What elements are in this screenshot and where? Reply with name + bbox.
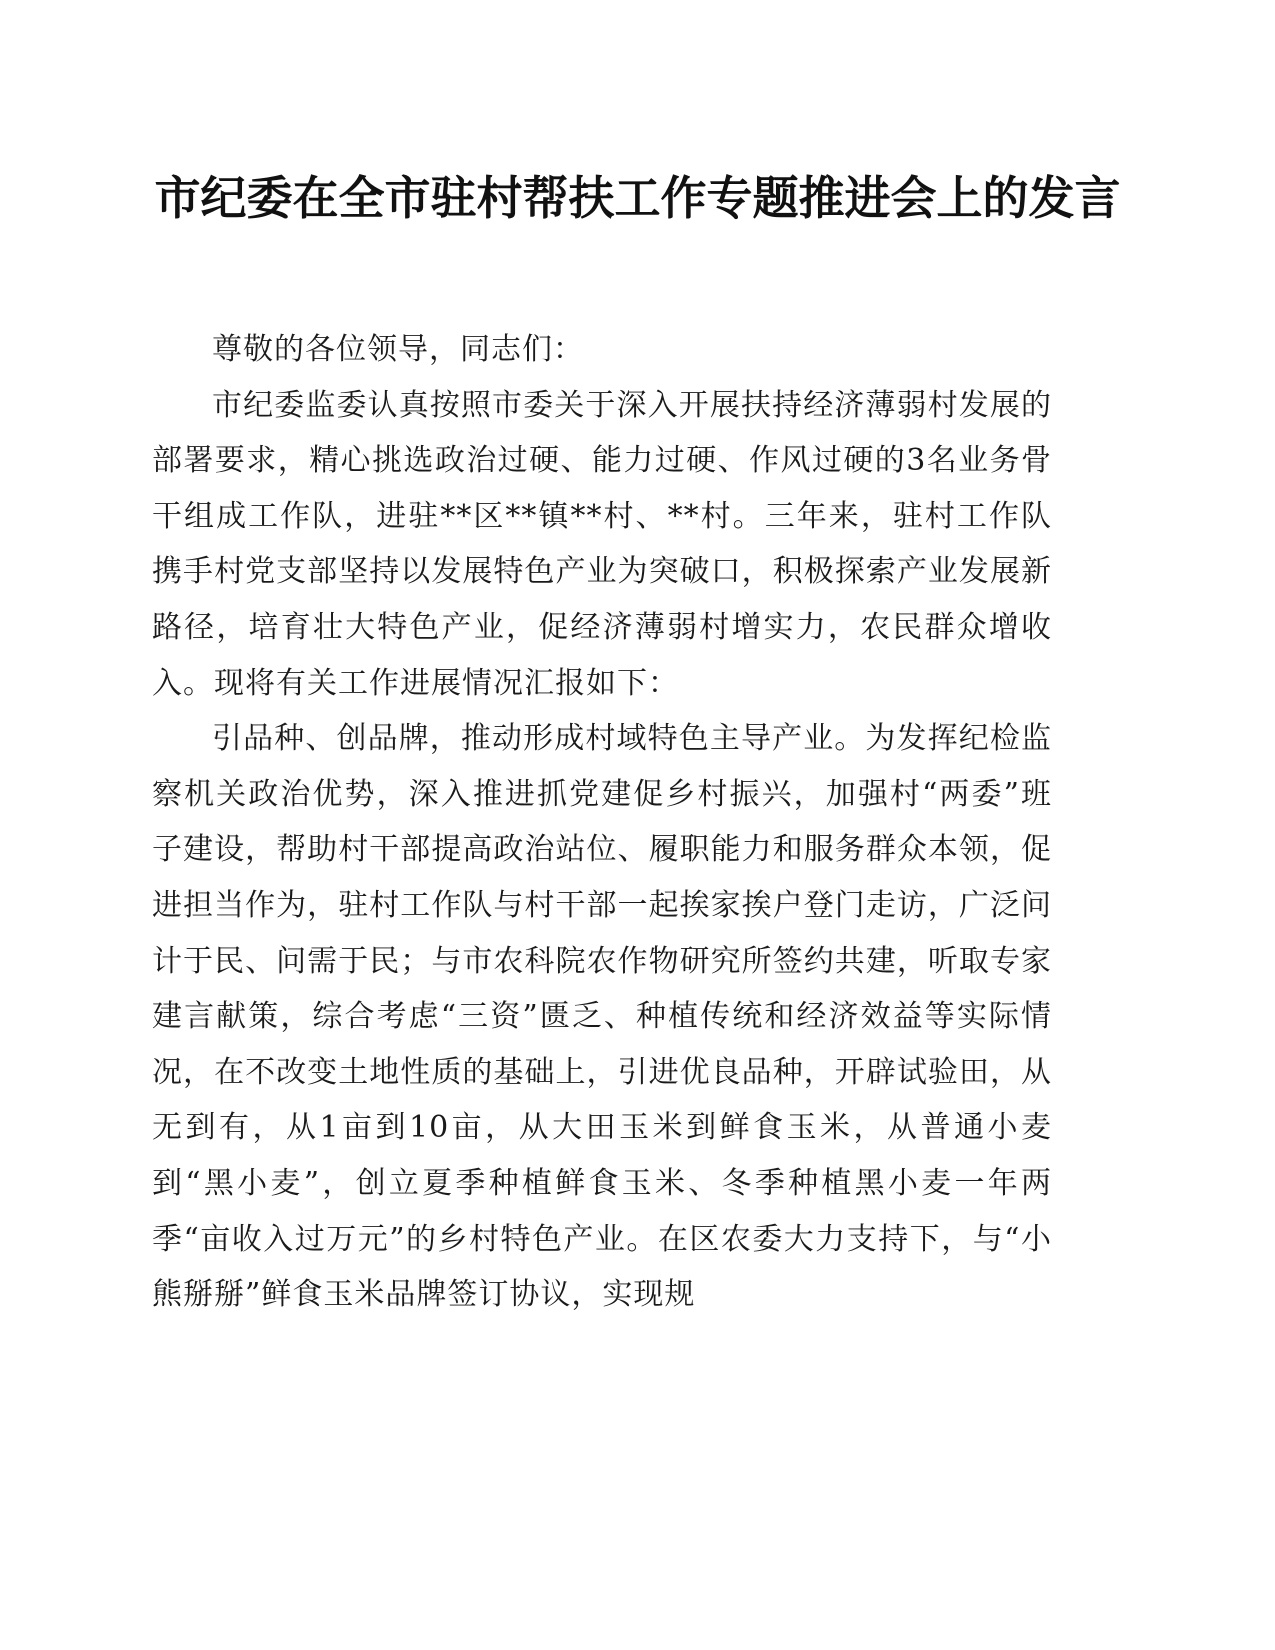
document-body [152, 322, 1052, 1323]
paragraph-salutation: 尊敬的各位领导，同志们： [212, 332, 584, 367]
paragraph-intro: 市纪委监委认真按照市委关于深入开展扶持经济薄弱村发展的部署要求，精心挑选政治过硬、能力过硬、作风过硬的3名业务骨干组成工作队，进驻**区**镇**村、**村。三年来，驻村工作队携手村党支部坚持以发展特色产业为突破口，积极探索产业发展新路径，培育壮大特色产业，促经济薄弱村增实力，农民群众增收入。现将有关工作进展情况汇报如下： [152, 387, 1052, 701]
document-title: 市纪委在全市驻村帮扶工作专题推进会上的发言 [154, 171, 1121, 225]
paragraph-section-1: 引品种、创品牌，推动形成村域特色主导产业。为发挥纪检监察机关政治优势，深入推进抓党建促乡村振兴，加强村“两委”班子建设，帮助村干部提高政治站位、履职能力和服务群众本领，促进担当作为，驻村工作队与村干部一起挨家挨户登门走访，广泛问计于民、问需于民；与市农科院农作物研究所签约共建，听取专家建言献策，综合考虑“三资”匮乏、种植传统和经济效益等实际情况，在不改变土地性质的基础上，引进优良品种，开辟试验田，从无到有，从1亩到10亩，从大田玉米到鲜食玉米，从普通小麦到“黑小麦”，创立夏季种植鲜食玉米、冬季种植黑小麦一年两季“亩收入过万元”的乡村特色产业。在区农委大力支持下，与“小熊掰掰”鲜食玉米品牌签订协议，实现规 [152, 721, 1052, 1313]
